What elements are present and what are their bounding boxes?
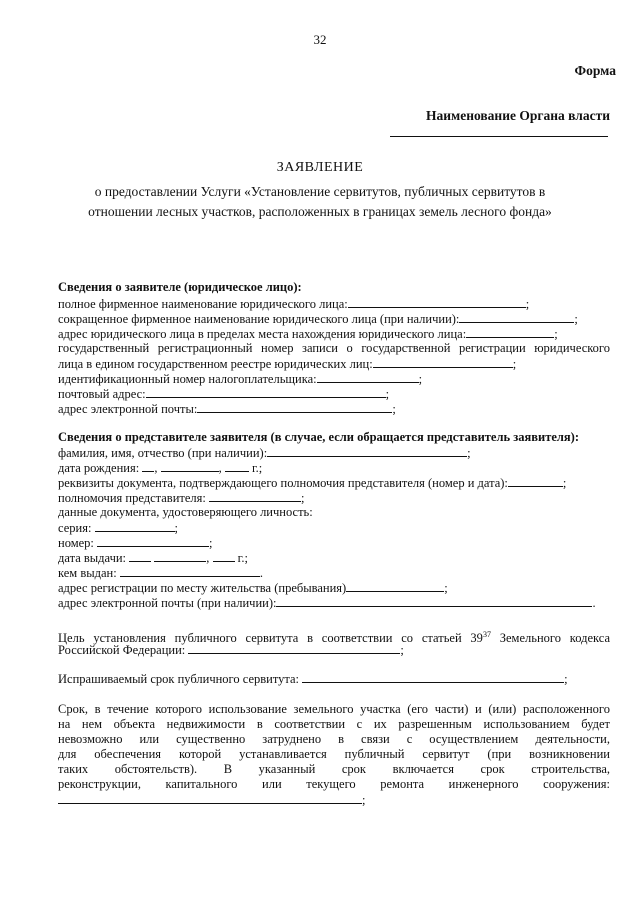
applicant-ogrn-row: лица в едином государственном реестре юридических лиц: ; [58,357,517,371]
applicant-email-field[interactable] [197,401,392,413]
usage-text-5: таких обстоятельств). В указанный срок включается срок строительства, [58,762,610,776]
rep-birth-label: дата рождения: [58,461,140,475]
applicant-postal-label: почтовый адрес: [58,387,146,401]
purpose-label-1: Цель установления публичного сервитута в соответствии со статьей $39^{37}$ Земельного кодекса [58,630,610,646]
usage-text-2: на нем объекта недвижимости в соответствии с их разрешенным использованием будет [58,717,610,731]
rep-series-row: серия: ; [58,521,179,535]
usage-text-4: для обеспечения которой устанавливается публичный сервитут (при возникновении [58,747,610,761]
rep-issue-year-field[interactable] [213,550,235,562]
term-label: Испрашиваемый срок публичного сервитута: [58,672,300,686]
rep-birth-row: дата рождения: , , г.; [58,461,263,475]
usage-text-1: Срок, в течение которого использование земельного участка (его части) и (или) расположенного [58,702,610,716]
applicant-heading: Сведения о заявителе (юридическое лицо): [58,280,302,294]
applicant-short-name-label: сокращенное фирменное наименование юридического лица (при наличии): [58,312,460,326]
rep-fio-label: фамилия, имя, отчество (при наличии): [58,446,268,460]
applicant-full-name-field[interactable] [348,296,526,308]
applicant-address-field[interactable] [466,326,554,338]
applicant-short-name-field[interactable] [459,311,574,323]
rep-birth-day-field[interactable] [142,460,154,472]
authority-name-label: Наименование Органа власти [425,108,610,123]
applicant-ogrn-label-2: лица в едином государственном реестре юридических лиц: [58,357,373,371]
applicant-postal-field[interactable] [146,386,386,398]
rep-issue-date-row: дата выдачи: , г.; [58,551,248,565]
applicant-email-label: адрес электронной почты: [58,402,198,416]
applicant-address-row: адрес юридического лица в пределах места нахождения юридического лица: ; [58,327,558,341]
rep-birth-year-field[interactable] [225,460,249,472]
applicant-ogrn-field[interactable] [373,356,513,368]
term-row: Испрашиваемый срок публичного сервитута: ; [58,672,568,686]
form-label: Форма [574,63,616,78]
applicant-inn-label: идентификационный номер налогоплательщика: [58,372,317,386]
applicant-ogrn-label-1: государственный регистрационный номер записи о государственной регистрации юридического [58,341,610,355]
applicant-postal-row: почтовый адрес: ; [58,387,390,401]
rep-issue-day-field[interactable] [129,550,151,562]
rep-powers-label: полномочия представителя: [58,491,206,505]
rep-number-field[interactable] [97,535,209,547]
rep-reg-address-label: адрес регистрации по месту жительства (пребывания) [58,581,347,595]
rep-fio-field[interactable] [267,445,467,457]
authority-name-field[interactable] [390,136,608,137]
rep-reg-address-field[interactable] [346,580,444,592]
rep-series-label: серия: [58,521,92,535]
rep-doc-field[interactable] [508,475,563,487]
applicant-full-name-label: полное фирменное наименование юридического лица: [58,297,348,311]
rep-series-field[interactable] [95,520,175,532]
usage-text-3: невозможно или существенно затруднено в связи с осуществлением деятельности, [58,732,610,746]
page-number: 32 [313,32,327,47]
rep-doc-row: реквизиты документа, подтверждающего полномочия представителя (номер и дата): ; [58,476,567,490]
applicant-inn-row: идентификационный номер налогоплательщика: ; [58,372,423,386]
purpose-field[interactable] [188,642,400,654]
rep-issue-month-field[interactable] [154,550,206,562]
applicant-short-name-row: сокращенное фирменное наименование юридического лица (при наличии): ; [58,312,578,326]
rep-doc-label: реквизиты документа, подтверждающего полномочия представителя (номер и дата): [58,476,508,490]
rep-fio-row: фамилия, имя, отчество (при наличии): ; [58,446,471,460]
usage-field[interactable] [58,792,362,804]
applicant-email-row: адрес электронной почты: ; [58,402,396,416]
applicant-full-name-row: полное фирменное наименование юридического лица: ; [58,297,530,311]
purpose-label-2: Российской Федерации: [58,643,186,657]
rep-issued-by-field[interactable] [120,565,260,577]
rep-issue-date-label: дата выдачи: [58,551,127,565]
representative-heading: Сведения о представителе заявителя (в случае, если обращается представитель заявителя): [58,430,579,444]
document-title: ЗАЯВЛЕНИЕ [276,160,364,175]
term-field[interactable] [302,671,564,683]
rep-number-row: номер: ; [58,536,213,550]
rep-id-doc-label: данные документа, удостоверяющего личность: [58,505,313,519]
rep-reg-address-row: адрес регистрации по месту жительства (пребывания) ; [58,581,448,595]
rep-number-label: номер: [58,536,94,550]
rep-powers-row: полномочия представителя: ; [58,491,305,505]
purpose-row: Российской Федерации: ; [58,643,404,657]
rep-email-row: адрес электронной почты (при наличии): . [58,596,596,610]
rep-birth-month-field[interactable] [161,460,219,472]
rep-issued-by-label: кем выдан: [58,566,117,580]
rep-powers-field[interactable] [209,490,301,502]
usage-text-6: реконструкции, капитального или текущего ремонта инженерного сооружения: [58,777,610,791]
applicant-inn-field[interactable] [317,371,419,383]
rep-email-field[interactable] [276,595,592,607]
applicant-address-label: адрес юридического лица в пределах места нахождения юридического лица: [58,327,467,341]
usage-row: ; [58,792,365,808]
document-subtitle: о предоставлении Услуги «Установление сервитутов, публичных сервитутов в отношении лесных участков, расположенных в границах земель лесного фонда» [88,184,552,219]
rep-issued-by-row: кем выдан: . [58,566,263,580]
rep-email-label: адрес электронной почты (при наличии): [58,596,277,610]
